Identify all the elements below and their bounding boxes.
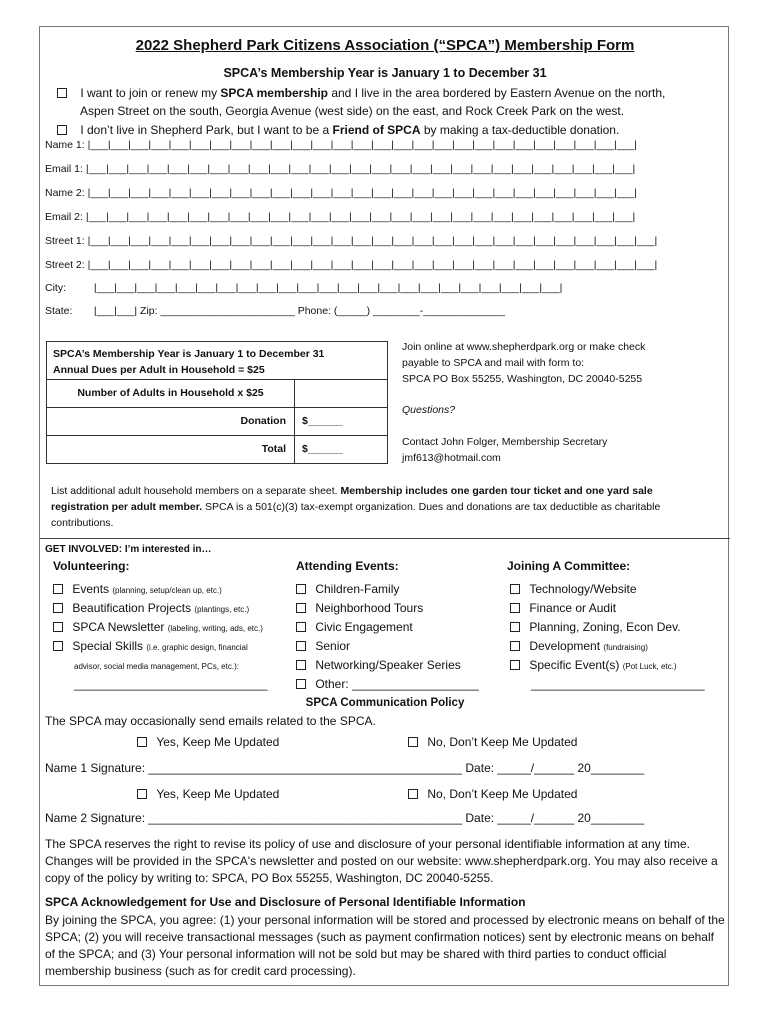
friend-text-a: I don’t live in Shepherd Park, but I want to be a [80,123,333,137]
checkbox[interactable] [137,737,147,747]
field-label: Street 2: [45,259,85,271]
volunteer-item-newsletter[interactable] [53,620,263,634]
item-label: Specific Event(s) [529,658,620,672]
contact-line1: Contact John Folger, Membership Secretary [402,436,608,448]
friend-text-c: by making a tax-deductible donation. [420,123,620,137]
field-blanks[interactable]: |___|___| Zip: _______________________ Phone: (_____) ________-______________ [93,305,505,317]
item-note: (i.e. graphic design, financial [146,643,248,652]
total-value[interactable]: $______ [294,436,387,464]
join-text-b: SPCA membership [220,86,328,100]
section-divider [40,538,730,539]
committee-item-planning[interactable] [510,620,681,634]
item-note: (labeling, writing, ads, etc.) [167,624,263,633]
skills-note-cont [74,658,239,672]
join-text-a: I want to join or renew my [80,86,221,100]
note-line1b: Membership includes one garden tour ticket and one yard sale [340,485,653,497]
note-line2b: SPCA is a 501(c)(3) tax-exempt organization. Dues and donations are tax deductible as charitable [202,501,661,513]
field-label: Email 1: [45,163,83,175]
option-label: No, Don’t Keep Me Updated [427,735,578,749]
event-item-senior[interactable] [296,639,350,653]
total-label: Total [261,443,286,455]
volunteering-title: Volunteering: [53,559,130,573]
field-blanks[interactable]: |___|___|___|___|___|___|___|___|___|___|___|___|___|___|___|___|___|___|___|___|___|___|___|___|___|___|___| [87,139,637,151]
email1-field[interactable] [45,163,635,175]
item-note: advisor, social media management, PCs, etc.): [74,662,239,671]
item-label: SPCA Newsletter [72,620,165,634]
item-label: Networking/Speaker Series [315,658,461,672]
dues-header [47,342,387,380]
yes-option-2[interactable] [137,787,279,801]
field-label: Street 1: [45,235,85,247]
events-title: Attending Events: [296,559,399,573]
field-blanks[interactable]: |___|___|___|___|___|___|___|___|___|___|___|___|___|___|___|___|___|___|___|___|___|___|___|___|___|___|___| [85,211,636,223]
committee-item-development[interactable] [510,639,648,653]
street1-field[interactable] [45,235,657,247]
checkbox[interactable] [296,622,306,632]
item-label: Events [72,582,110,596]
friend-option [57,123,619,137]
item-label: Special Skills [72,639,144,653]
name2-signature-line[interactable]: Name 2 Signature: _______________________________________________ Date: _____/______ 20________ [45,811,645,825]
questions-label: Questions? [402,404,456,416]
adults-value[interactable] [294,380,387,407]
item-label: Neighborhood Tours [315,601,424,615]
checkbox[interactable] [296,679,306,689]
join-option [57,86,665,100]
join-info-line1: Join online at www.shepherdpark.org or make check [402,341,646,353]
committee-title: Joining A Committee: [507,559,631,573]
form-title: 2022 Shepherd Park Citizens Association (“SPCA”) Membership Form [135,37,635,54]
event-item-other[interactable] [296,677,479,691]
item-label: Children-Family [315,582,400,596]
donation-label: Donation [240,415,286,427]
checkbox[interactable] [408,789,418,799]
checkbox[interactable] [510,584,520,594]
checkbox[interactable] [53,584,63,594]
communication-title: SPCA Communication Policy [305,697,465,709]
skills-blank[interactable]: _____________________________ [74,677,268,691]
event-item-civic[interactable] [296,620,413,634]
checkbox[interactable] [53,622,63,632]
checkbox[interactable] [510,641,520,651]
note-line1a: List additional adult household members on a separate sheet. [51,485,341,497]
field-label: Name 1: [45,139,85,151]
get-involved-heading: GET INVOLVED: I’m interested in… [45,544,212,555]
field-label: Name 2: [45,187,85,199]
checkbox[interactable] [296,641,306,651]
checkbox[interactable] [296,660,306,670]
item-label: Senior [315,639,351,653]
membership-year-subtitle: SPCA’s Membership Year is January 1 to December 31 [223,66,547,80]
field-blanks[interactable]: |___|___|___|___|___|___|___|___|___|___|___|___|___|___|___|___|___|___|___|___|___|___|___|___|___|___|___| [85,163,636,175]
join-info [402,339,645,387]
no-option-1[interactable] [408,735,577,749]
name1-signature-line[interactable]: Name 1 Signature: _______________________________________________ Date: _____/______ 20________ [45,761,645,775]
checkbox[interactable] [296,584,306,594]
committee-blank[interactable]: __________________________ [531,677,705,691]
checkbox[interactable] [53,603,63,613]
join-checkbox[interactable] [57,88,67,98]
volunteer-item-beautification[interactable] [53,601,249,615]
communication-intro: The SPCA may occasionally send emails related to the SPCA. [45,714,376,728]
street2-field[interactable] [45,259,657,271]
item-label: Planning, Zoning, Econ Dev. [529,620,681,634]
event-item-networking[interactable] [296,658,461,672]
item-label: Technology/Website [529,582,637,596]
volunteer-item-skills[interactable] [53,639,248,653]
field-blanks[interactable]: |___|___|___|___|___|___|___|___|___|___|___|___|___|___|___|___|___|___|___|___|___|___|___|___|___|___|___| [87,187,637,199]
field-label: State: [45,305,73,317]
field-blanks[interactable]: |___|___|___|___|___|___|___|___|___|___|___|___|___|___|___|___|___|___|___|___|___|___|___|___|___|___|___|___| [87,259,658,271]
email2-field[interactable] [45,211,635,223]
committee-item-finance[interactable] [510,601,616,615]
adults-label: Number of Adults in Household x $25 [77,387,264,399]
no-option-2[interactable] [408,787,577,801]
option-label: No, Don’t Keep Me Updated [427,787,578,801]
item-label: Other: ___________________ [315,677,479,691]
checkbox[interactable] [296,603,306,613]
contact-email: jmf613@hotmail.com [402,452,501,464]
committee-item-technology[interactable] [510,582,637,596]
friend-text-b: Friend of SPCA [332,123,421,137]
acknowledgement-title: SPCA Acknowledgement for Use and Disclosure of Personal Identifiable Information [45,895,526,909]
note-line2a: registration per adult member. [51,501,203,513]
item-note: (plantings, etc.) [194,605,250,614]
dues-table [46,341,388,464]
checkbox[interactable] [510,622,520,632]
yes-option-1[interactable] [137,735,279,749]
item-label: Beautification Projects [72,601,192,615]
item-label: Finance or Audit [529,601,617,615]
checkbox[interactable] [510,603,520,613]
donation-row [47,408,387,436]
committee-item-specific-event[interactable] [510,658,677,672]
note-line3: contributions. [51,517,114,529]
friend-checkbox[interactable] [57,125,67,135]
total-row [47,436,387,464]
event-item-children[interactable] [296,582,399,596]
item-note: (planning, setup/clean up, etc.) [112,586,222,595]
privacy-policy-text: The SPCA reserves the right to revise its policy of use and disclosure of your personal identifiable information at any time. Changes will be provided in the SPCA's newsletter and posted on our website: www.shepherdpark.org. You may also receive a copy of the policy by writing to: SPCA, PO Box 55255, Washington, DC 20040-5255. [45,837,718,885]
name1-field[interactable] [45,139,637,151]
acknowledgement-text: By joining the SPCA, you agree: (1) your personal information will be stored and processed by electronic means on behalf of the SPCA; (2) you will receive transactional messages (such as payment confirmation notices) sent by electronic means on behalf of the SPCA; and (3) Your personal information will not be sold but may be shared with third parties to conduct official membership business (such as for credit card processing). [45,913,725,978]
field-label: Email 2: [45,211,83,223]
item-note: (fundraising) [603,643,648,652]
name2-field[interactable] [45,187,637,199]
field-label: City: [45,282,66,294]
join-info-line3: SPCA PO Box 55255, Washington, DC 20040-5255 [402,373,643,385]
join-text-c: and I live in the area bordered by Eastern Avenue on the north, [328,86,666,100]
membership-form-page [39,26,729,986]
item-label: Civic Engagement [315,620,413,634]
option-label: Yes, Keep Me Updated [156,787,280,801]
donation-value[interactable]: $______ [294,408,387,435]
join-text-line2: Aspen Street on the south, Georgia Avenue (west side) on the east, and Rock Creek Park on the west. [80,104,625,118]
additional-members-note [51,483,660,531]
contact-info [402,434,607,466]
event-item-tours[interactable] [296,601,423,615]
state-zip-phone-field[interactable] [45,305,505,317]
field-blanks[interactable]: |___|___|___|___|___|___|___|___|___|___|___|___|___|___|___|___|___|___|___|___|___|___|___| [93,282,563,294]
option-label: Yes, Keep Me Updated [156,735,280,749]
volunteer-item-events[interactable] [53,582,222,596]
city-field[interactable] [45,282,562,294]
adults-row [47,380,387,408]
field-blanks[interactable]: |___|___|___|___|___|___|___|___|___|___|___|___|___|___|___|___|___|___|___|___|___|___|___|___|___|___|___|___| [87,235,658,247]
item-label: Development [529,639,601,653]
dues-header-line1: SPCA’s Membership Year is January 1 to December 31 [53,348,325,360]
checkbox[interactable] [408,737,418,747]
checkbox[interactable] [510,660,520,670]
join-info-line2: payable to SPCA and mail with form to: [402,357,585,369]
dues-header-line2: Annual Dues per Adult in Household = $25 [53,364,265,376]
item-note: (Pot Luck, etc.) [622,662,677,671]
checkbox[interactable] [53,641,63,651]
checkbox[interactable] [137,789,147,799]
